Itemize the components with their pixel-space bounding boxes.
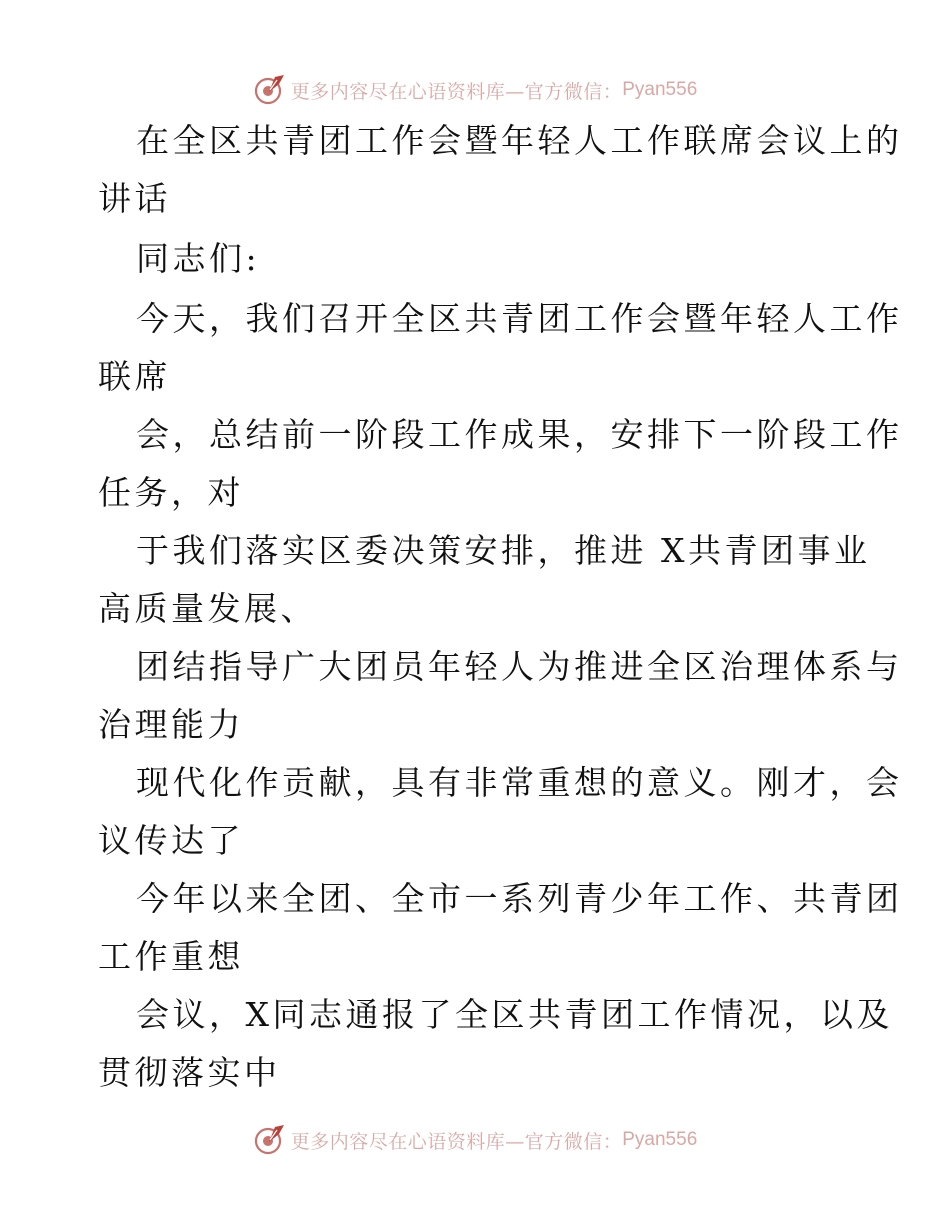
watermark-account: Pyan556 bbox=[622, 79, 698, 100]
footer-watermark bbox=[0, 1120, 950, 1160]
header-watermark bbox=[0, 70, 950, 110]
watermark-account: Pyan556 bbox=[622, 1129, 698, 1150]
watermark-text: 更多内容尽在心语资料库—官方微信： bbox=[290, 80, 623, 103]
text-line: 任务，对 bbox=[98, 473, 244, 512]
quill-logo-icon bbox=[253, 73, 287, 107]
salutation: 同志们: bbox=[136, 239, 261, 278]
watermark-text: 更多内容尽在心语资料库—官方微信： bbox=[290, 1130, 623, 1153]
text-line: 联席 bbox=[98, 357, 171, 396]
text-line: 贯彻落实中 bbox=[98, 1053, 281, 1092]
text-line: 治理能力 bbox=[98, 705, 244, 744]
text-line: 议传达了 bbox=[98, 821, 244, 860]
text-line: 在全区共青团工作会暨年轻人工作联席会议上的 bbox=[136, 121, 903, 160]
text-line: 今年以来全团、全市一系列青少年工作、共青团 bbox=[136, 879, 903, 918]
text-line: 现代化作贡献，具有非常重想的意义。刚才，会 bbox=[136, 763, 903, 802]
text-line: 讲话 bbox=[98, 179, 171, 218]
text-line: 团结指导广大团员年轻人为推进全区治理体系与 bbox=[136, 647, 903, 686]
quill-logo-icon bbox=[253, 1123, 287, 1157]
text-line: 会，总结前一阶段工作成果，安排下一阶段工作 bbox=[136, 415, 903, 454]
text-line: 会议，X同志通报了全区共青团工作情况，以及 bbox=[136, 995, 893, 1034]
text-line: 于我们落实区委决策安排，推进 X共青团事业 bbox=[136, 531, 871, 570]
text-line: 高质量发展、 bbox=[98, 589, 317, 628]
text-line: 工作重想 bbox=[98, 937, 244, 976]
text-line: 今天，我们召开全区共青团工作会暨年轻人工作 bbox=[136, 299, 903, 338]
